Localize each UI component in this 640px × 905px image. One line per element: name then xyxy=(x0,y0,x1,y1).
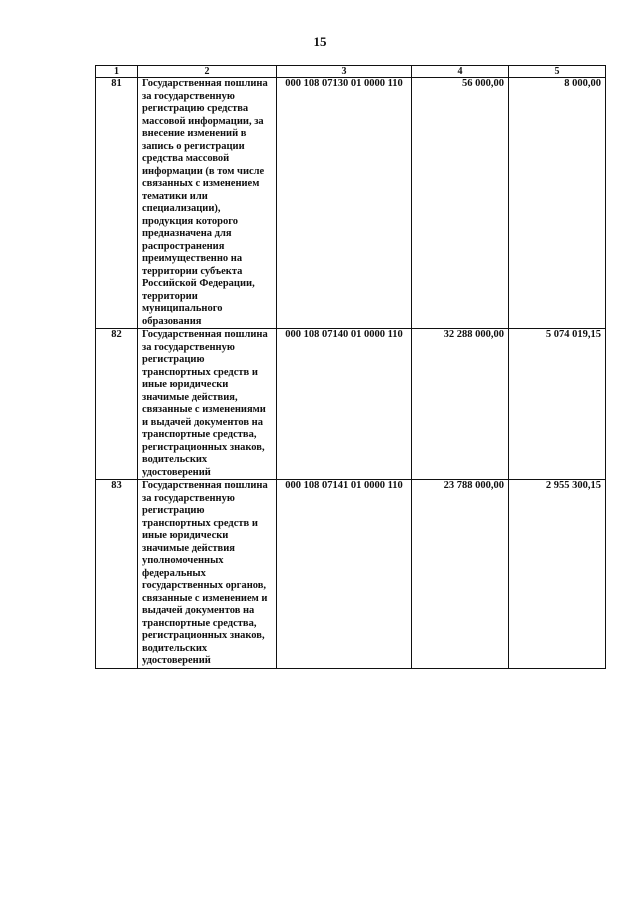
row-amount-col4: 32 288 000,00 xyxy=(412,329,509,480)
column-header-1: 1 xyxy=(96,66,138,78)
page-number: 15 xyxy=(313,34,327,49)
row-number: 82 xyxy=(96,329,138,480)
row-code: 000 108 07141 01 0000 110 xyxy=(277,480,412,669)
revenue-table xyxy=(95,65,606,669)
row-name: Государственная пошлина за государственную регистрацию транспортных средств и иные юридически значимые действия, связанные с изменениями и выдачей документов на транспортные средства, регистрационных знаков, водительских удостоверений xyxy=(138,329,277,480)
row-amount-col5: 8 000,00 xyxy=(509,78,606,329)
row-name: Государственная пошлина за государственную регистрацию транспортных средств и иные юридически значимые действия уполномоченных федеральных государственных органов, связанные с изменением и выдачей документов на транспортные средства, регистрационных знаков, водительских удостоверений xyxy=(138,480,277,669)
row-amount-col5: 5 074 019,15 xyxy=(509,329,606,480)
column-header-3: 3 xyxy=(277,66,412,78)
row-number: 83 xyxy=(96,480,138,669)
table-row xyxy=(96,78,606,329)
table-header-row xyxy=(96,66,606,78)
table-row xyxy=(96,480,606,669)
row-number: 81 xyxy=(96,78,138,329)
column-header-5: 5 xyxy=(509,66,606,78)
row-code: 000 108 07130 01 0000 110 xyxy=(277,78,412,329)
row-name: Государственная пошлина за государственную регистрацию средства массовой информации, за внесение изменений в запись о регистрации средства массовой информации (в том числе связанных с изменением тематики или специализации), продукция которого предназначена для распространения преимущественно на территории субъекта Российской Федерации, территории муниципального образования xyxy=(138,78,277,329)
column-header-4: 4 xyxy=(412,66,509,78)
row-code: 000 108 07140 01 0000 110 xyxy=(277,329,412,480)
row-amount-col4: 23 788 000,00 xyxy=(412,480,509,669)
table-row xyxy=(96,329,606,480)
row-amount-col4: 56 000,00 xyxy=(412,78,509,329)
row-amount-col5: 2 955 300,15 xyxy=(509,480,606,669)
column-header-2: 2 xyxy=(138,66,277,78)
